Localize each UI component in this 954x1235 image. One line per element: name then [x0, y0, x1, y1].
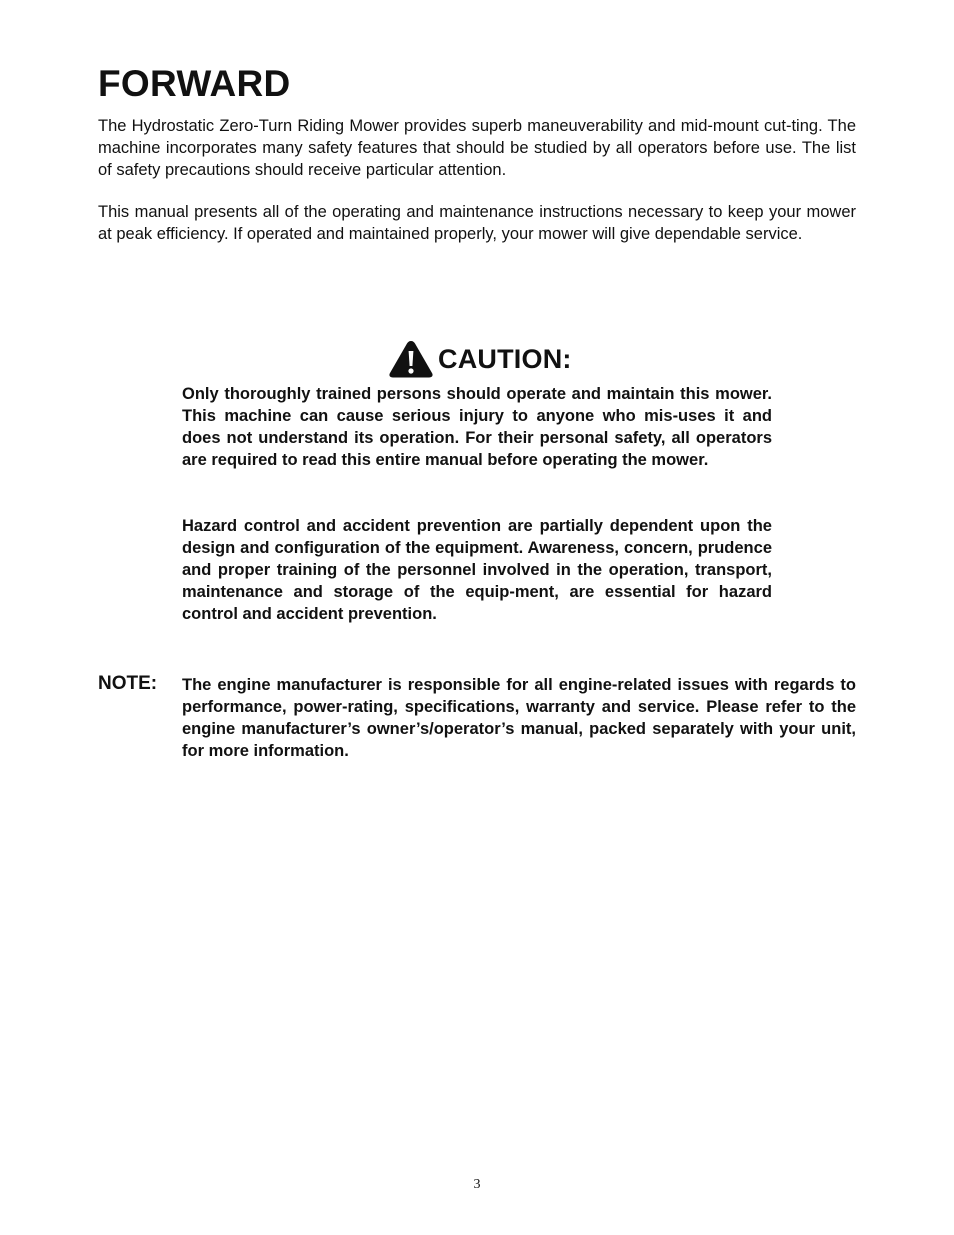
intro-paragraph-2: This manual presents all of the operating and maintenance instructions necessary to keep your mower at peak efficiency. If operated and maintained properly, your mower will give dependable service. — [98, 203, 856, 243]
caution-label: CAUTION: — [438, 343, 572, 374]
note-label: NOTE: — [98, 673, 158, 694]
caution-paragraph-1: Only thoroughly trained persons should operate and maintain this mower. This machine can cause serious injury to anyone who mis-uses it and does not understand its operation. For their personal safety, all operators are required to read this entire manual before operating the mower. — [182, 385, 772, 469]
note-text: The engine manufacturer is responsible for all engine-related issues with regards to performance, power-rating, specifications, warranty and service. Please refer to the engine manufacturer’s owner’s/operator’s manual, packed separately with your unit, for more information. — [182, 676, 856, 760]
caution-heading — [388, 338, 572, 380]
warning-triangle-icon — [388, 339, 434, 379]
intro-paragraph-1: The Hydrostatic Zero-Turn Riding Mower provides superb maneuverability and mid-mount cut-ting. The machine incorporates many safety features that should be studied by all operators before use. The list of safety precautions should receive particular attention. — [98, 117, 856, 179]
caution-paragraph-2: Hazard control and accident prevention are partially dependent upon the design and configuration of the equipment. Awareness, concern, prudence and proper training of the personnel involved in the operation, transport, maintenance and storage of the equip-ment, are essential for hazard control and accident prevention. — [182, 517, 772, 623]
page-number: 3 — [473, 1177, 481, 1192]
page-title: FORWARD — [98, 63, 291, 104]
